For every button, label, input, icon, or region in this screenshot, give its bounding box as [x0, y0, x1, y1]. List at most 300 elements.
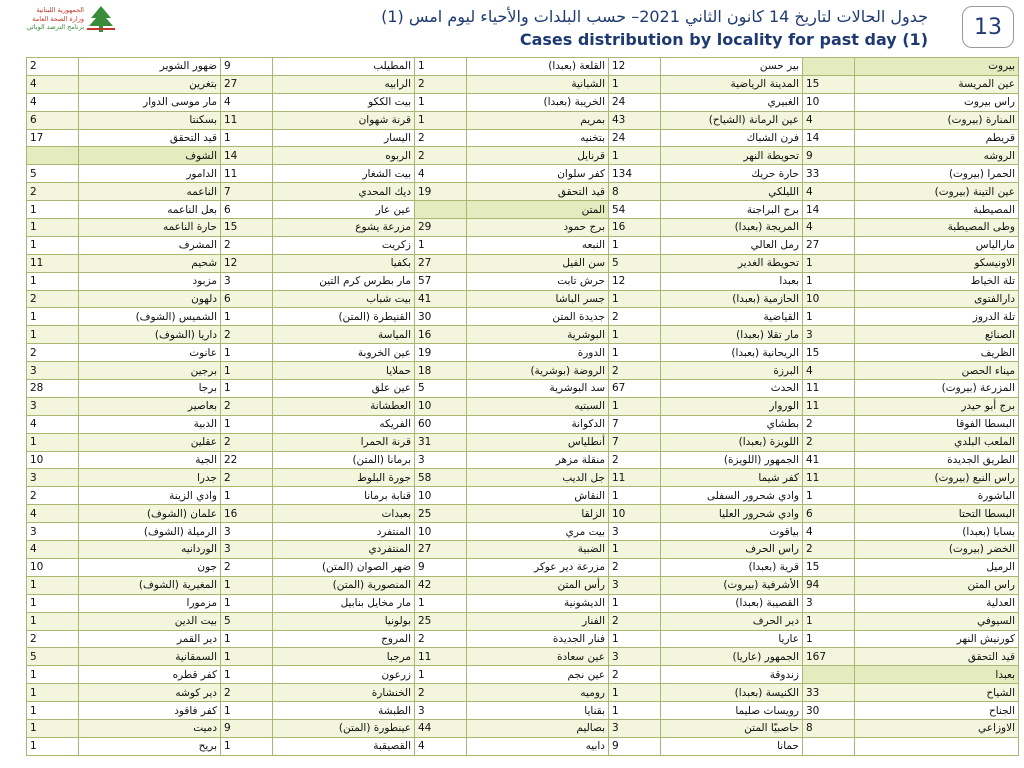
case-count-cell: 9 [803, 147, 855, 165]
locality-name-cell: المصيطبة [855, 201, 1019, 219]
locality-name-cell: البوشرية [467, 326, 609, 344]
case-count-cell: 1 [609, 236, 661, 254]
locality-name-cell: قرنايل [467, 147, 609, 165]
locality-name-cell: بسابا (بعبدا) [855, 523, 1019, 541]
locality-name-cell: كفر فاقود [79, 702, 221, 720]
case-count-cell: 4 [27, 541, 79, 559]
locality-name-cell: بيت الككو [273, 93, 415, 111]
case-count-cell: 2 [27, 58, 79, 76]
case-count-cell: 10 [415, 397, 467, 415]
case-count-cell: 3 [803, 326, 855, 344]
case-count-cell: 1 [415, 666, 467, 684]
table-row [27, 594, 1019, 612]
case-count-cell: 1 [803, 487, 855, 505]
table-row [27, 719, 1019, 737]
locality-name-cell: الرميلة (الشوف) [79, 523, 221, 541]
locality-name-cell: المدينة الرياضية [661, 75, 803, 93]
case-count-cell: 1 [609, 702, 661, 720]
locality-name-cell: مزبود [79, 272, 221, 290]
locality-name-cell: جل الديب [467, 469, 609, 487]
locality-name-cell: منقلة مزهر [467, 451, 609, 469]
locality-name-cell: مزرعة يشوع [273, 219, 415, 237]
table-row [27, 666, 1019, 684]
case-count-cell: 1 [609, 397, 661, 415]
locality-name-cell: داريا (الشوف) [79, 326, 221, 344]
case-count-cell: 4 [415, 737, 467, 755]
locality-name-cell: البسطا الفوقا [855, 415, 1019, 433]
locality-name-cell: مرجبا [273, 648, 415, 666]
locality-name-cell: الدكوانة [467, 415, 609, 433]
locality-name-cell: بير حسن [661, 58, 803, 76]
case-count-cell: 4 [27, 505, 79, 523]
case-count-cell: 2 [803, 415, 855, 433]
case-count-cell: 9 [609, 737, 661, 755]
table-row [27, 236, 1019, 254]
locality-name-cell: الروضة (بوشرية) [467, 362, 609, 380]
case-count-cell: 1 [27, 219, 79, 237]
case-count-cell: 2 [27, 630, 79, 648]
locality-name-cell: قيد التحقق [467, 183, 609, 201]
case-count-cell: 1 [27, 666, 79, 684]
case-count-cell: 10 [27, 451, 79, 469]
locality-name-cell: بياقوت [661, 523, 803, 541]
case-count-cell: 1 [221, 129, 273, 147]
locality-name-cell: عاريا [661, 630, 803, 648]
locality-name-cell: الحمرا (بيروت) [855, 165, 1019, 183]
locality-name-cell: المزرعة (بيروت) [855, 380, 1019, 398]
table-row [27, 576, 1019, 594]
case-count-cell: 2 [27, 290, 79, 308]
locality-name-cell: الأشرفية (بيروت) [661, 576, 803, 594]
locality-name-cell: اللويزة (بعبدا) [661, 433, 803, 451]
table-row [27, 451, 1019, 469]
case-count-cell: 1 [27, 236, 79, 254]
locality-name-cell: الربوه [273, 147, 415, 165]
case-count-cell: 11 [803, 397, 855, 415]
table-row [27, 469, 1019, 487]
table-row [27, 219, 1019, 237]
locality-name-cell: الجية [79, 451, 221, 469]
locality-name-cell: القنيطرة (المتن) [273, 308, 415, 326]
case-count-cell: 1 [221, 737, 273, 755]
case-count-cell: 27 [415, 254, 467, 272]
locality-name-cell: برج حمود [467, 219, 609, 237]
case-count-cell: 1 [221, 415, 273, 433]
locality-name-cell: راس بيروت [855, 93, 1019, 111]
locality-name-cell: الكنيسة (بعبدا) [661, 684, 803, 702]
case-count-cell: 25 [415, 612, 467, 630]
case-count-cell: 7 [609, 433, 661, 451]
case-count-cell: 1 [609, 684, 661, 702]
table-row [27, 111, 1019, 129]
case-count-cell: 27 [221, 75, 273, 93]
case-count-cell: 1 [27, 201, 79, 219]
table-row [27, 612, 1019, 630]
case-count-cell: 1 [609, 290, 661, 308]
case-count-cell: 8 [803, 719, 855, 737]
table-row [27, 201, 1019, 219]
locality-name-cell: وادي شحرور العليا [661, 505, 803, 523]
locality-name-cell: حارة الناعمه [79, 219, 221, 237]
case-count-cell: 11 [803, 380, 855, 398]
locality-name-cell [855, 737, 1019, 755]
case-count-cell: 4 [27, 415, 79, 433]
cedar-icon [86, 4, 116, 34]
locality-name-cell: قنابة برمانا [273, 487, 415, 505]
case-count-cell: 22 [221, 451, 273, 469]
locality-name-cell: العطشانة [273, 397, 415, 415]
locality-name-cell: ديك المحدي [273, 183, 415, 201]
table-row [27, 630, 1019, 648]
locality-name-cell: المشرف [79, 236, 221, 254]
page-number: 13 [962, 6, 1014, 48]
case-count-cell: 1 [27, 684, 79, 702]
locality-name-cell: بيت الشغار [273, 165, 415, 183]
case-count-cell: 3 [27, 397, 79, 415]
locality-name-cell: كفر قطره [79, 666, 221, 684]
locality-name-cell: بتخنيه [467, 129, 609, 147]
locality-name-cell: الطريق الجديدة [855, 451, 1019, 469]
case-count-cell: 5 [27, 165, 79, 183]
case-count-cell: 4 [803, 111, 855, 129]
case-count-cell: 11 [415, 648, 467, 666]
locality-name-cell: الريحانية (بعبدا) [661, 344, 803, 362]
case-count-cell: 1 [609, 344, 661, 362]
case-count-cell: 58 [415, 469, 467, 487]
locality-name-cell: قرنة شهوان [273, 111, 415, 129]
case-count-cell: 1 [27, 612, 79, 630]
case-count-cell: 167 [803, 648, 855, 666]
case-count-cell: 2 [803, 433, 855, 451]
case-count-cell: 1 [221, 362, 273, 380]
table-row [27, 165, 1019, 183]
case-count-cell: 57 [415, 272, 467, 290]
table-row [27, 684, 1019, 702]
case-count-cell: 3 [27, 469, 79, 487]
case-count-cell: 6 [221, 290, 273, 308]
case-count-cell: 4 [803, 523, 855, 541]
case-count-cell: 11 [221, 165, 273, 183]
locality-name-cell: قريطم [855, 129, 1019, 147]
locality-name-cell: وادي شحرور السفلى [661, 487, 803, 505]
locality-name-cell: قرية (بعبدا) [661, 558, 803, 576]
locality-name-cell: القصيبة (بعبدا) [661, 594, 803, 612]
case-count-cell: 2 [27, 183, 79, 201]
title-english: Cases distribution by locality for past day (1) [519, 30, 928, 49]
case-count-cell: 2 [609, 558, 661, 576]
locality-name-cell: زكريت [273, 236, 415, 254]
locality-name-cell: دارالفتوى [855, 290, 1019, 308]
case-count-cell: 41 [415, 290, 467, 308]
locality-name-cell: الليلكي [661, 183, 803, 201]
locality-name-cell: الرميل [855, 558, 1019, 576]
case-count-cell: 5 [221, 612, 273, 630]
case-count-cell: 33 [803, 165, 855, 183]
case-count-cell: 2 [609, 362, 661, 380]
title-arabic: جدول الحالات لتاريخ 14 كانون الثاني 2021– حسب البلدات والأحياء ليوم امس (1) [381, 7, 928, 26]
table-row [27, 183, 1019, 201]
locality-name-cell: القلعة (بعبدا) [467, 58, 609, 76]
table-row [27, 558, 1019, 576]
case-count-cell: 24 [609, 129, 661, 147]
logo-line-ministry: وزارة الصحة العامة [32, 14, 84, 23]
locality-name-cell: عين نجم [467, 666, 609, 684]
case-count-cell: 67 [609, 380, 661, 398]
case-count-cell: 5 [27, 648, 79, 666]
locality-name-cell: الزلقا [467, 505, 609, 523]
case-count-cell [415, 201, 467, 219]
case-count-cell: 30 [803, 702, 855, 720]
case-count-cell [803, 737, 855, 755]
logo-line-program: برنامج الترصد الوبائي [26, 23, 84, 31]
case-count-cell: 31 [415, 433, 467, 451]
locality-name-cell: برجين [79, 362, 221, 380]
case-count-cell: 1 [221, 630, 273, 648]
case-count-cell: 10 [415, 523, 467, 541]
case-count-cell: 6 [221, 201, 273, 219]
table-row [27, 326, 1019, 344]
locality-name-cell: زندوقة [661, 666, 803, 684]
locality-name-cell: عين المريسة [855, 75, 1019, 93]
case-count-cell: 11 [221, 111, 273, 129]
locality-name-cell: قيد التحقق [79, 129, 221, 147]
case-count-cell: 3 [221, 272, 273, 290]
case-count-cell: 1 [27, 433, 79, 451]
case-count-cell: 11 [609, 469, 661, 487]
case-count-cell: 15 [803, 558, 855, 576]
case-count-cell: 11 [803, 469, 855, 487]
case-count-cell: 10 [27, 558, 79, 576]
locality-name-cell: الاوزاعي [855, 719, 1019, 737]
case-count-cell: 2 [415, 684, 467, 702]
locality-name-cell: حملايا [273, 362, 415, 380]
locality-name-cell: حمانا [661, 737, 803, 755]
locality-name-cell: مزمورا [79, 594, 221, 612]
locality-name-cell: برمانا (المتن) [273, 451, 415, 469]
table-row [27, 523, 1019, 541]
case-count-cell: 30 [415, 308, 467, 326]
case-count-cell: 2 [221, 326, 273, 344]
locality-name-cell: رمل العالي [661, 236, 803, 254]
case-count-cell: 1 [803, 612, 855, 630]
locality-name-cell: جسر الباشا [467, 290, 609, 308]
locality-name-cell: وادي الزينة [79, 487, 221, 505]
locality-name-cell: تحويطة الغدير [661, 254, 803, 272]
locality-name-cell: الدامور [79, 165, 221, 183]
table-row [27, 272, 1019, 290]
locality-name-cell: عين سعادة [467, 648, 609, 666]
locality-name-cell: المنتفردي [273, 541, 415, 559]
case-count-cell: 1 [27, 326, 79, 344]
logo-line-republic: الجمهورية اللبنانية [36, 6, 84, 14]
locality-name-cell: رأس المتن [467, 576, 609, 594]
locality-name-cell: الخريبة (بعبدا) [467, 93, 609, 111]
locality-name-cell: راس المتن [855, 576, 1019, 594]
case-count-cell: 18 [415, 362, 467, 380]
locality-name-cell: سد البوشرية [467, 380, 609, 398]
locality-name-cell: راس النبع (بيروت) [855, 469, 1019, 487]
case-count-cell: 2 [221, 469, 273, 487]
locality-name-cell: بمريم [467, 111, 609, 129]
case-count-cell: 1 [415, 236, 467, 254]
locality-name-cell: القصيقبة [273, 737, 415, 755]
locality-name-cell: الشميس (الشوف) [79, 308, 221, 326]
case-count-cell: 4 [803, 362, 855, 380]
case-count-cell: 1 [221, 380, 273, 398]
table-row [27, 362, 1019, 380]
locality-name-cell: بصاليم [467, 719, 609, 737]
case-count-cell: 14 [221, 147, 273, 165]
locality-name-cell: الفنار [467, 612, 609, 630]
case-count-cell: 14 [803, 129, 855, 147]
case-count-cell: 4 [415, 165, 467, 183]
locality-name-cell: مار موسى الدوار [79, 93, 221, 111]
locality-name-cell: الوردانيه [79, 541, 221, 559]
locality-name-cell: العدلية [855, 594, 1019, 612]
locality-name-cell: الطبشة [273, 702, 415, 720]
locality-name-cell: المغيرية (الشوف) [79, 576, 221, 594]
table-row [27, 487, 1019, 505]
case-count-cell: 15 [803, 75, 855, 93]
case-count-cell: 10 [803, 93, 855, 111]
locality-name-cell: بيت مري [467, 523, 609, 541]
case-count-cell: 4 [803, 219, 855, 237]
table-row [27, 648, 1019, 666]
case-count-cell: 44 [415, 719, 467, 737]
locality-name-cell: المنتفرد [273, 523, 415, 541]
locality-name-cell: الدبية [79, 415, 221, 433]
locality-name-cell: برجا [79, 380, 221, 398]
case-count-cell: 12 [609, 272, 661, 290]
locality-name-cell: الحدث [661, 380, 803, 398]
locality-name-cell: مار تقلا (بعبدا) [661, 326, 803, 344]
case-count-cell: 3 [415, 451, 467, 469]
locality-name-cell: الخنشارة [273, 684, 415, 702]
locality-name-cell: بيت الدين [79, 612, 221, 630]
case-count-cell: 29 [415, 219, 467, 237]
table-row [27, 129, 1019, 147]
table-row [27, 75, 1019, 93]
locality-name-cell: الظريف [855, 344, 1019, 362]
locality-name-cell: بعبدا [661, 272, 803, 290]
case-count-cell: 1 [415, 93, 467, 111]
case-count-cell: 6 [803, 505, 855, 523]
cases-table [26, 57, 1019, 756]
case-count-cell: 9 [221, 58, 273, 76]
case-count-cell: 15 [803, 344, 855, 362]
case-count-cell: 7 [609, 415, 661, 433]
locality-name-cell: جدرا [79, 469, 221, 487]
locality-name-cell: قرنة الحمرا [273, 433, 415, 451]
locality-name-cell: بعاصير [79, 397, 221, 415]
locality-name-cell: البرزة [661, 362, 803, 380]
case-count-cell: 60 [415, 415, 467, 433]
table-row [27, 93, 1019, 111]
locality-name-cell: فنار الجديدة [467, 630, 609, 648]
case-count-cell: 2 [609, 612, 661, 630]
case-count-cell: 3 [803, 594, 855, 612]
case-count-cell: 3 [609, 576, 661, 594]
locality-name-cell: بكفيا [273, 254, 415, 272]
case-count-cell: 1 [221, 576, 273, 594]
case-count-cell: 2 [27, 487, 79, 505]
locality-name-cell: الخضر (بيروت) [855, 541, 1019, 559]
locality-name-cell: الشوف [79, 147, 221, 165]
locality-name-cell: عين الخروبة [273, 344, 415, 362]
locality-name-cell: دلهون [79, 290, 221, 308]
locality-name-cell: بعبدات [273, 505, 415, 523]
case-count-cell: 3 [221, 523, 273, 541]
case-count-cell: 1 [609, 630, 661, 648]
locality-name-cell: بعبدا [855, 666, 1019, 684]
locality-name-cell: بيت شباب [273, 290, 415, 308]
locality-name-cell: تلة الدروز [855, 308, 1019, 326]
locality-name-cell: مار مخايل بنابيل [273, 594, 415, 612]
case-count-cell: 2 [221, 684, 273, 702]
locality-name-cell: جون [79, 558, 221, 576]
case-count-cell: 1 [221, 308, 273, 326]
locality-name-cell: سن الفيل [467, 254, 609, 272]
case-count-cell: 6 [27, 111, 79, 129]
case-count-cell: 4 [221, 93, 273, 111]
case-count-cell: 3 [221, 541, 273, 559]
cases-table-body [27, 58, 1019, 756]
locality-name-cell: المروج [273, 630, 415, 648]
locality-name-cell: بيروت [855, 58, 1019, 76]
locality-name-cell: المتن [467, 201, 609, 219]
locality-name-cell: دير القمر [79, 630, 221, 648]
table-row [27, 541, 1019, 559]
case-count-cell: 19 [415, 344, 467, 362]
case-count-cell: 27 [803, 236, 855, 254]
case-count-cell: 1 [415, 594, 467, 612]
case-count-cell: 1 [221, 666, 273, 684]
case-count-cell: 24 [609, 93, 661, 111]
case-count-cell: 4 [803, 183, 855, 201]
case-count-cell: 25 [415, 505, 467, 523]
case-count-cell: 1 [609, 594, 661, 612]
case-count-cell: 1 [609, 147, 661, 165]
locality-name-cell: عين التينة (بيروت) [855, 183, 1019, 201]
case-count-cell: 3 [609, 523, 661, 541]
table-row [27, 505, 1019, 523]
table-row [27, 737, 1019, 755]
locality-name-cell: بريح [79, 737, 221, 755]
locality-name-cell: المريجة (بعبدا) [661, 219, 803, 237]
locality-name-cell: دير كوشه [79, 684, 221, 702]
locality-name-cell: الديشونية [467, 594, 609, 612]
ministry-logo [8, 4, 116, 44]
locality-name-cell: دابيه [467, 737, 609, 755]
case-count-cell: 3 [609, 648, 661, 666]
case-count-cell: 1 [609, 75, 661, 93]
locality-name-cell: تحويطة النهر [661, 147, 803, 165]
case-count-cell: 1 [27, 576, 79, 594]
case-count-cell: 17 [27, 129, 79, 147]
case-count-cell: 2 [415, 147, 467, 165]
case-count-cell: 2 [415, 630, 467, 648]
case-count-cell: 1 [415, 58, 467, 76]
case-count-cell [27, 147, 79, 165]
locality-name-cell: عين علق [273, 380, 415, 398]
case-count-cell: 1 [609, 541, 661, 559]
table-row [27, 380, 1019, 398]
locality-name-cell: عين عار [273, 201, 415, 219]
case-count-cell: 1 [221, 487, 273, 505]
locality-name-cell: النقاش [467, 487, 609, 505]
locality-name-cell: رويسات صليما [661, 702, 803, 720]
case-count-cell: 16 [609, 219, 661, 237]
